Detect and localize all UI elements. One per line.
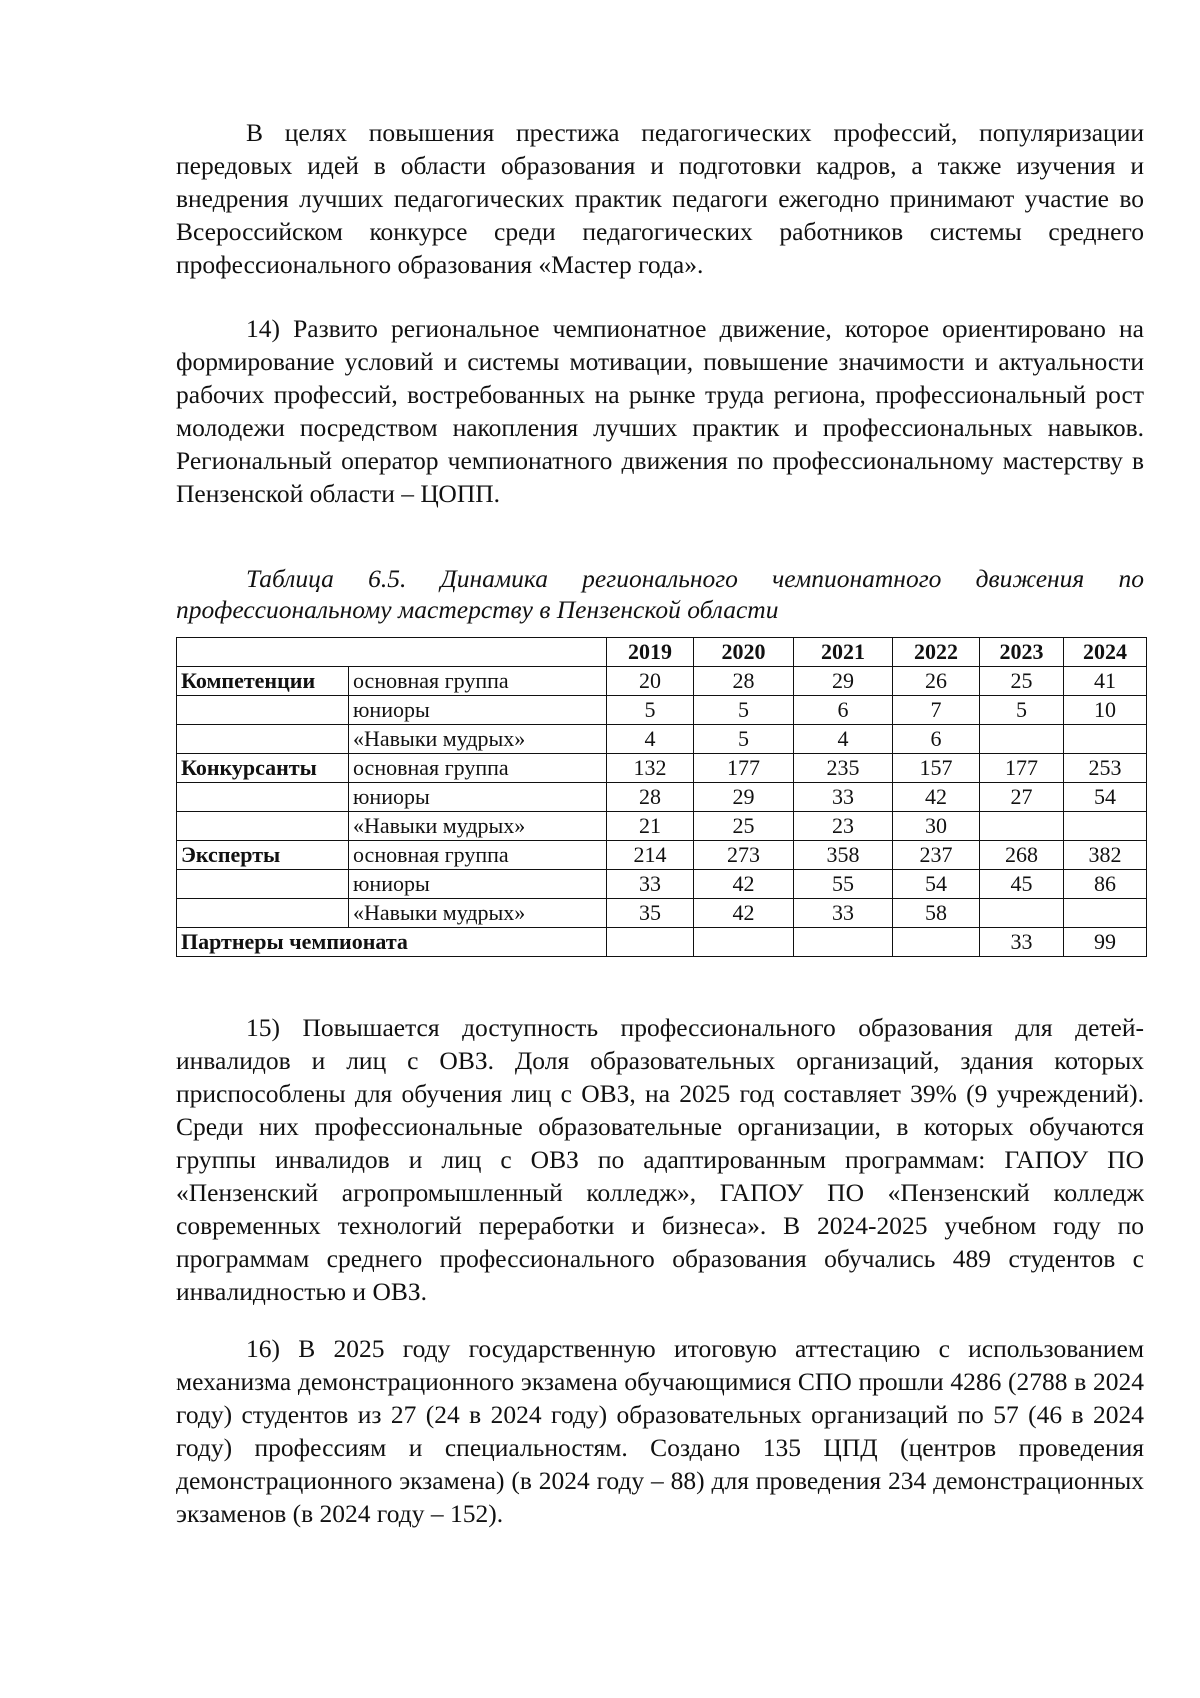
header-year: 2020 — [694, 638, 794, 667]
table-row — [177, 696, 1147, 725]
value-cell: 157 — [893, 754, 980, 783]
group-label-cell: Компетенции — [177, 667, 349, 696]
subgroup-label-cell: основная группа — [349, 841, 607, 870]
subgroup-label-cell: «Навыки мудрых» — [349, 812, 607, 841]
subgroup-label-cell: юниоры — [349, 696, 607, 725]
group-label-cell: Конкурсанты — [177, 754, 349, 783]
value-cell: 26 — [893, 667, 980, 696]
header-empty-cell — [177, 638, 607, 667]
value-cell: 7 — [893, 696, 980, 725]
partners-row — [177, 928, 1147, 957]
value-cell: 4 — [607, 725, 694, 754]
value-cell: 41 — [1064, 667, 1147, 696]
value-cell: 253 — [1064, 754, 1147, 783]
paragraph-master-of-year: В целях повышения престижа педагогических профессий, популяризации передовых идей в области образования и подготовки кадров, а также изучения и внедрения лучших педагогических практик педагоги ежегодно принимают участие во Всероссийском конкурсе среди педагогических работников системы среднего профессионального образования «Мастер года». — [176, 118, 1144, 279]
value-cell: 4 — [794, 725, 893, 754]
value-cell — [1064, 899, 1147, 928]
paragraph-14: 14) Развито региональное чемпионатное движение, которое ориентировано на формирование условий и системы мотивации, повышение значимости и актуальности рабочих профессий, востребованных на рынке труда региона, профессиональный рост молодежи посредством накопления лучших практик и профессиональных навыков. Региональный оператор чемпионатного движения по профессиональному мастерству в Пензенской области – ЦОПП. — [176, 314, 1144, 508]
value-cell: 6 — [893, 725, 980, 754]
value-cell: 177 — [694, 754, 794, 783]
value-cell: 20 — [607, 667, 694, 696]
table-row — [177, 783, 1147, 812]
value-cell: 33 — [980, 928, 1064, 957]
value-cell: 54 — [893, 870, 980, 899]
subgroup-label-cell: юниоры — [349, 783, 607, 812]
table-row — [177, 812, 1147, 841]
table-caption: Таблица 6.5. Динамика регионального чемпионатного движения по профессиональному мастерству в Пензенской области — [176, 564, 1144, 624]
value-cell: 28 — [607, 783, 694, 812]
header-year: 2024 — [1064, 638, 1147, 667]
value-cell: 25 — [980, 667, 1064, 696]
value-cell: 273 — [694, 841, 794, 870]
group-label-cell — [177, 783, 349, 812]
value-cell: 29 — [694, 783, 794, 812]
paragraph-16: 16) В 2025 году государственную итоговую аттестацию с использованием механизма демонстрационного экзамена обучающимися СПО прошли 4286 (2788 в 2024 году) студентов из 27 (24 в 2024 году) образовательных организаций по 57 (46 в 2024 году) профессиям и специальностям. Создано 135 ЦПД (центров проведения демонстрационного экзамена) (в 2024 году – 88) для проведения 234 демонстрационных экзаменов (в 2024 году – 152). — [176, 1334, 1144, 1528]
group-label-cell — [177, 696, 349, 725]
value-cell: 35 — [607, 899, 694, 928]
value-cell: 58 — [893, 899, 980, 928]
value-cell: 5 — [607, 696, 694, 725]
header-year: 2022 — [893, 638, 980, 667]
value-cell: 21 — [607, 812, 694, 841]
value-cell: 29 — [794, 667, 893, 696]
value-cell — [980, 725, 1064, 754]
subgroup-label-cell: основная группа — [349, 754, 607, 783]
value-cell: 177 — [980, 754, 1064, 783]
value-cell — [694, 928, 794, 957]
value-cell: 382 — [1064, 841, 1147, 870]
group-label-cell: Эксперты — [177, 841, 349, 870]
value-cell: 42 — [694, 870, 794, 899]
value-cell: 23 — [794, 812, 893, 841]
value-cell: 42 — [893, 783, 980, 812]
table-row — [177, 841, 1147, 870]
value-cell: 5 — [980, 696, 1064, 725]
table-header-row — [177, 638, 1147, 667]
value-cell — [794, 928, 893, 957]
table-row — [177, 899, 1147, 928]
value-cell: 237 — [893, 841, 980, 870]
value-cell: 86 — [1064, 870, 1147, 899]
table-row — [177, 754, 1147, 783]
subgroup-label-cell: «Навыки мудрых» — [349, 725, 607, 754]
group-label-cell — [177, 899, 349, 928]
paragraph-15: 15) Повышается доступность профессионального образования для детей-инвалидов и лиц с ОВЗ. Доля образовательных организаций, здания которых приспособлены для обучения лиц с ОВЗ, на 2025 год составляет 39% (9 учреждений). Среди них профессиональные образовательные организации, в которых обучаются группы инвалидов и лиц с ОВЗ по адаптированным программам: ГАПОУ ПО «Пензенский агропромышленный колледж», ГАПОУ ПО «Пензенский колледж современных технологий переработки и бизнеса». В 2024-2025 учебном году по программам среднего профессионального образования обучались 489 студентов с инвалидностью и ОВЗ. — [176, 1013, 1144, 1306]
value-cell: 235 — [794, 754, 893, 783]
value-cell: 6 — [794, 696, 893, 725]
value-cell — [1064, 725, 1147, 754]
table-row — [177, 870, 1147, 899]
subgroup-label-cell: «Навыки мудрых» — [349, 899, 607, 928]
value-cell: 99 — [1064, 928, 1147, 957]
value-cell: 33 — [607, 870, 694, 899]
value-cell — [893, 928, 980, 957]
value-cell: 33 — [794, 899, 893, 928]
value-cell: 5 — [694, 725, 794, 754]
value-cell: 10 — [1064, 696, 1147, 725]
value-cell: 42 — [694, 899, 794, 928]
header-year: 2023 — [980, 638, 1064, 667]
value-cell — [980, 899, 1064, 928]
value-cell — [980, 812, 1064, 841]
value-cell: 28 — [694, 667, 794, 696]
value-cell — [607, 928, 694, 957]
subgroup-label-cell: основная группа — [349, 667, 607, 696]
championship-table — [176, 637, 1147, 957]
header-year: 2021 — [794, 638, 893, 667]
value-cell: 54 — [1064, 783, 1147, 812]
group-label-cell — [177, 812, 349, 841]
value-cell: 214 — [607, 841, 694, 870]
group-label-cell — [177, 725, 349, 754]
value-cell: 55 — [794, 870, 893, 899]
partners-label-cell: Партнеры чемпионата — [177, 928, 607, 957]
value-cell — [1064, 812, 1147, 841]
header-year: 2019 — [607, 638, 694, 667]
group-label-cell — [177, 870, 349, 899]
value-cell: 268 — [980, 841, 1064, 870]
value-cell: 30 — [893, 812, 980, 841]
value-cell: 5 — [694, 696, 794, 725]
value-cell: 27 — [980, 783, 1064, 812]
table-body — [177, 638, 1147, 957]
value-cell: 45 — [980, 870, 1064, 899]
value-cell: 25 — [694, 812, 794, 841]
value-cell: 132 — [607, 754, 694, 783]
value-cell: 358 — [794, 841, 893, 870]
value-cell: 33 — [794, 783, 893, 812]
table-row — [177, 667, 1147, 696]
table-row — [177, 725, 1147, 754]
subgroup-label-cell: юниоры — [349, 870, 607, 899]
